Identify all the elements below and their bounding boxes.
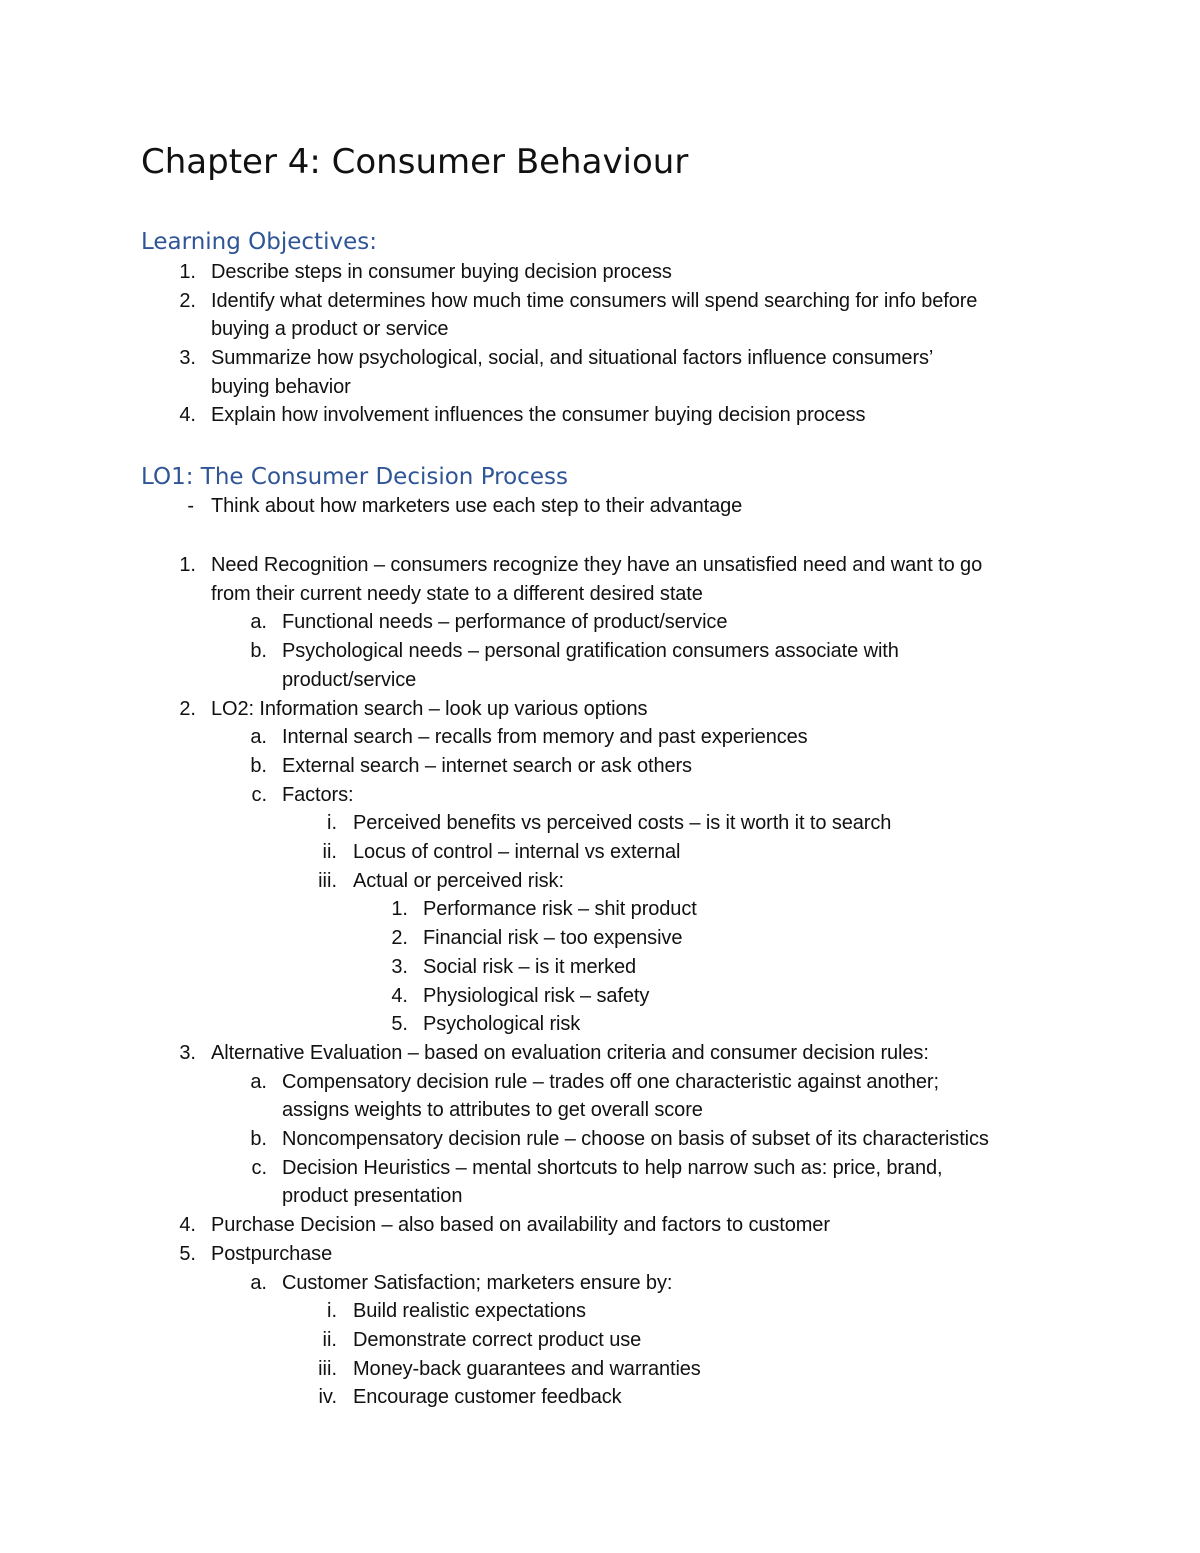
list-marker: a. [250,1272,267,1294]
list-marker: iv. [318,1386,337,1408]
list-marker: iii. [318,870,337,892]
list-item-text: Describe steps in consumer buying decision process [211,261,672,283]
list-item-text: product/service [282,669,417,691]
list-item-text: Internal search – recalls from memory and past experiences [282,726,808,748]
list-marker: 1. [391,898,408,920]
list-item-text: Perceived benefits vs perceived costs – is it worth it to search [353,812,892,834]
list-item-text: Summarize how psychological, social, and situational factors influence consumers’ [211,347,934,369]
list-marker: 5. [391,1013,408,1035]
list-item-text: Purchase Decision – also based on availability and factors to customer [211,1214,830,1236]
list-item-text: Locus of control – internal vs external [353,841,681,863]
lo1-heading: LO1: The Consumer Decision Process [141,464,568,490]
list-item-text: Factors: [282,784,354,806]
list-item-text: assigns weights to attributes to get overall score [282,1099,703,1121]
list-item-text: buying behavior [211,376,351,398]
list-marker: ii. [322,1329,337,1351]
list-marker: 3. [179,347,196,369]
list-marker: a. [250,726,267,748]
list-item-text: Financial risk – too expensive [423,927,683,949]
list-marker: 5. [179,1243,196,1265]
list-marker: i. [327,812,337,834]
list-item-text: Social risk – is it merked [423,956,637,978]
list-marker: b. [250,1128,267,1150]
list-marker: b. [250,640,267,662]
list-item-text: Functional needs – performance of product/service [282,611,728,633]
list-item-text: Money-back guarantees and warranties [353,1358,701,1380]
list-item-text: Performance risk – shit product [423,898,697,920]
list-marker: ii. [322,841,337,863]
list-marker: 2. [391,927,408,949]
list-item-text: Explain how involvement influences the consumer buying decision process [211,404,866,426]
list-item-text: Demonstrate correct product use [353,1329,642,1351]
list-marker: i. [327,1300,337,1322]
list-item-text: Need Recognition – consumers recognize they have an unsatisfied need and want to go [211,554,983,576]
list-marker: 3. [391,956,408,978]
list-item-text: Compensatory decision rule – trades off one characteristic against another; [282,1071,939,1093]
note-text: Think about how marketers use each step to their advantage [211,495,743,517]
list-marker: 2. [179,290,196,312]
list-item-text: Postpurchase [211,1243,333,1265]
list-item-text: LO2: Information search – look up various options [211,698,648,720]
list-marker: 1. [179,261,196,283]
list-item-text: Actual or perceived risk: [353,870,564,892]
list-marker: a. [250,1071,267,1093]
list-item-text: Customer Satisfaction; marketers ensure by: [282,1272,673,1294]
list-marker: c. [251,1157,267,1179]
list-marker: 3. [179,1042,196,1064]
list-item-text: External search – internet search or ask others [282,755,692,777]
list-marker: 4. [179,404,196,426]
list-marker: 1. [179,554,196,576]
list-item-text: Encourage customer feedback [353,1386,622,1408]
list-item-text: Physiological risk – safety [423,985,650,1007]
note-marker: - [187,495,194,517]
list-marker: 2. [179,698,196,720]
list-item-text: Noncompensatory decision rule – choose on basis of subset of its characteristics [282,1128,989,1150]
list-marker: b. [250,755,267,777]
list-marker: 4. [391,985,408,1007]
list-item-text: Decision Heuristics – mental shortcuts to help narrow such as: price, brand, [282,1157,943,1179]
list-item-text: buying a product or service [211,318,449,340]
list-item-text: Identify what determines how much time consumers will spend searching for info before [211,290,978,312]
list-marker: c. [251,784,267,806]
list-item-text: Psychological needs – personal gratification consumers associate with [282,640,899,662]
list-item-text: Psychological risk [423,1013,581,1035]
learning-objectives-heading: Learning Objectives: [141,229,377,255]
list-item-text: product presentation [282,1185,463,1207]
list-marker: 4. [179,1214,196,1236]
page-title: Chapter 4: Consumer Behaviour [141,142,689,182]
list-item-text: Build realistic expectations [353,1300,586,1322]
list-marker: iii. [318,1358,337,1380]
list-item-text: from their current needy state to a different desired state [211,583,703,605]
list-item-text: Alternative Evaluation – based on evaluation criteria and consumer decision rules: [211,1042,929,1064]
list-marker: a. [250,611,267,633]
